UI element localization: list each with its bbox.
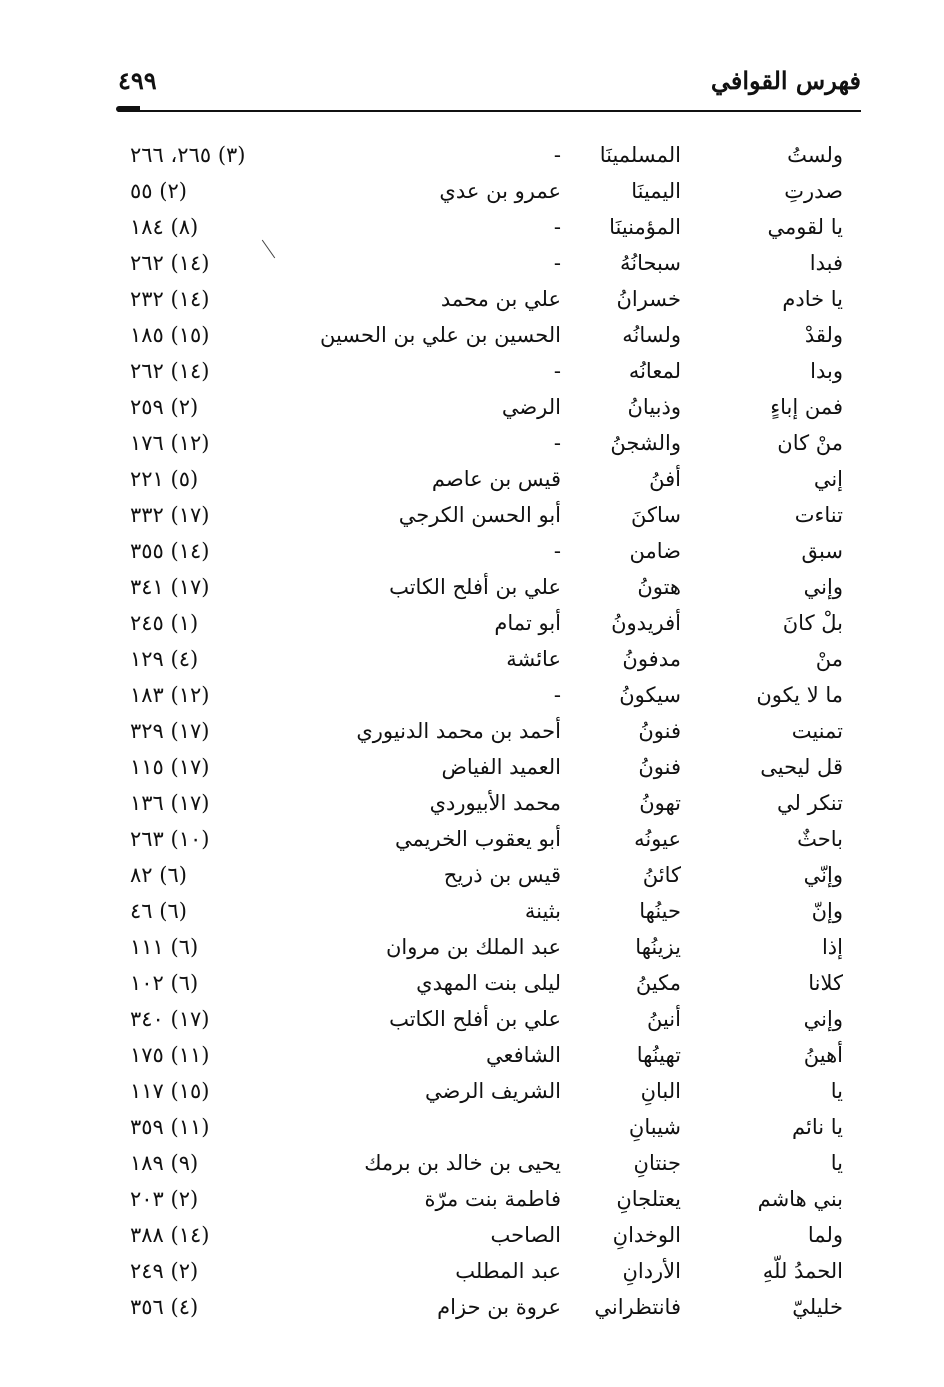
index-table (118, 137, 861, 1325)
verse-start: تنكر لي (777, 791, 843, 815)
table-row (118, 569, 861, 605)
poet-name: - (553, 431, 561, 455)
page-number: ٤٩٩ (118, 66, 157, 95)
table-row (118, 1109, 861, 1145)
poet-name: يحيى بن خالد بن برمك (364, 1151, 561, 1175)
verse-start: يا نائم (792, 1115, 843, 1139)
page-reference: (٢) ٢٥٩ (130, 395, 199, 419)
verse-start: ولما (807, 1223, 843, 1247)
rhyme-word: تهونُ (639, 791, 681, 815)
poet-name: علي بن محمد (440, 287, 561, 311)
poet-name: ليلى بنت المهدي (416, 971, 561, 995)
verse-start: خليليّ (792, 1295, 843, 1319)
page-reference: (١٥) ١١٧ (130, 1079, 210, 1103)
table-row (118, 821, 861, 857)
page-reference: (١٢) ١٨٣ (130, 683, 210, 707)
table-row (118, 173, 861, 209)
rhyme-word: فنونُ (638, 755, 681, 779)
table-row (118, 461, 861, 497)
table-row (118, 317, 861, 353)
poet-name: عبد الملك بن مروان (385, 935, 561, 959)
rhyme-word: مدفونُ (622, 647, 681, 671)
page-reference: (١٧) ١٣٦ (130, 791, 210, 815)
verse-start: يا خادم (782, 287, 843, 311)
page-reference: (٢) ٥٥ (130, 179, 187, 203)
table-row (118, 749, 861, 785)
poet-name: الرضي (501, 395, 561, 419)
table-row (118, 353, 861, 389)
verse-start: يا (830, 1151, 843, 1175)
poet-name: قيس بن ذريح (443, 863, 561, 887)
rhyme-word: المسلمينَا (599, 143, 681, 167)
table-row (118, 1181, 861, 1217)
verse-start: أهينُ (803, 1043, 843, 1067)
table-row (118, 533, 861, 569)
table-row (118, 389, 861, 425)
verse-start: صدرتِ (784, 179, 843, 203)
page-reference: (١١) ١٧٥ (130, 1043, 210, 1067)
table-row (118, 929, 861, 965)
page-reference: (١٧) ٣٤١ (130, 575, 210, 599)
poet-name: بثينة (524, 899, 561, 923)
poet-name: علي بن أفلح الكاتب (389, 1007, 561, 1031)
verse-start: ولستُ (787, 143, 843, 167)
verse-start: وبدا (810, 359, 843, 383)
page-reference: (٢) ٢٤٩ (130, 1259, 199, 1283)
poet-name: عمرو بن عدي (439, 179, 561, 203)
poet-name: - (553, 143, 561, 167)
page-reference: (١٤) ٣٨٨ (130, 1223, 210, 1247)
rhyme-word: أنينُ (646, 1007, 681, 1031)
poet-name: - (553, 359, 561, 383)
table-row (118, 209, 861, 245)
rhyme-word: ولسانُه (622, 323, 681, 347)
poet-name: - (553, 683, 561, 707)
page-reference: (١٤) ٢٦٢ (130, 251, 210, 275)
rhyme-word: حينُها (639, 899, 681, 923)
verse-start: سبق (801, 539, 843, 563)
verse-start: وإني (803, 1007, 843, 1031)
page-reference: (١١) ٣٥٩ (130, 1115, 210, 1139)
poet-name: الشريف الرضي (425, 1079, 561, 1103)
verse-start: وإنّ (811, 899, 843, 923)
verse-start: بلْ كانَ (782, 611, 843, 635)
poet-name: العميد الفياض (441, 755, 561, 779)
poet-name: الشافعي (485, 1043, 561, 1067)
verse-start: كلانا (808, 971, 843, 995)
header-rule (118, 110, 861, 112)
rhyme-word: المؤمنينَا (609, 215, 681, 239)
poet-name: أبو الحسن الكرجي (398, 503, 561, 527)
page-reference: (١٤) ٢٦٢ (130, 359, 210, 383)
poet-name: أحمد بن محمد الدنيوري (356, 719, 561, 743)
rhyme-word: كائنُ (642, 863, 681, 887)
table-row (118, 1073, 861, 1109)
rhyme-word: اليمينَا (631, 179, 681, 203)
page-title: فهرس القوافي (710, 66, 861, 95)
table-row (118, 1253, 861, 1289)
verse-start: تناءت (794, 503, 843, 527)
rhyme-word: والشجنُ (610, 431, 681, 455)
page-reference: (١٠) ٢٦٣ (130, 827, 210, 851)
rhyme-word: سبحانُهُ (620, 251, 681, 275)
table-row (118, 1037, 861, 1073)
verse-start: فبدا (809, 251, 843, 275)
verse-start: يا لقومي (767, 215, 843, 239)
poet-name: أبو يعقوب الخريمي (395, 827, 561, 851)
poet-name: الصاحب (490, 1223, 561, 1247)
rhyme-word: شيبانِ (628, 1115, 681, 1139)
poet-name: فاطمة بنت مرّة (424, 1187, 561, 1211)
poet-name: قيس بن عاصم (431, 467, 561, 491)
verse-start: وإني (803, 575, 843, 599)
poet-name: محمد الأبيوردي (429, 791, 561, 815)
verse-start: منْ كان (777, 431, 843, 455)
rhyme-word: لمعانُه (628, 359, 681, 383)
page-reference: (١٢) ١٧٦ (130, 431, 210, 455)
page-reference: (٣) ٢٦٥، ٢٦٦ (130, 143, 246, 167)
verse-start: الحمدُ للّهِ (762, 1259, 843, 1283)
table-row (118, 965, 861, 1001)
rhyme-word: سيكونُ (619, 683, 681, 707)
rhyme-word: أفنُ (649, 467, 681, 491)
table-row (118, 1217, 861, 1253)
page-reference: (١٧) ٣٢٩ (130, 719, 210, 743)
poet-name: - (553, 539, 561, 563)
poet-name: - (553, 251, 561, 275)
verse-start: إذا (821, 935, 843, 959)
rhyme-word: يعتلجانِ (616, 1187, 681, 1211)
table-row (118, 1001, 861, 1037)
verse-start: بني هاشم (757, 1187, 843, 1211)
poet-name: الحسين بن علي بن الحسين (319, 323, 561, 347)
rhyme-word: مكينُ (635, 971, 681, 995)
poet-name: علي بن أفلح الكاتب (389, 575, 561, 599)
verse-start: ولقدْ (804, 323, 843, 347)
table-row (118, 677, 861, 713)
page-reference: (٦) ٤٦ (130, 899, 187, 923)
rhyme-word: عيونُه (634, 827, 681, 851)
table-row (118, 425, 861, 461)
page-reference: (١) ٢٤٥ (130, 611, 199, 635)
table-row (118, 137, 861, 173)
rhyme-word: هتونُ (637, 575, 681, 599)
rhyme-word: جنتانِ (633, 1151, 681, 1175)
verse-start: إني (813, 467, 843, 491)
verse-start: منْ (815, 647, 843, 671)
rhyme-word: الوخدانِ (612, 1223, 681, 1247)
table-row (118, 281, 861, 317)
table-row (118, 1145, 861, 1181)
table-row (118, 785, 861, 821)
table-row (118, 857, 861, 893)
poet-name: عبد المطلب (455, 1259, 561, 1283)
page-reference: (١٧) ١١٥ (130, 755, 210, 779)
page-reference: (٢) ٢٠٣ (130, 1187, 199, 1211)
poet-name: عروة بن حزام (437, 1295, 561, 1319)
page-reference: (١٧) ٣٤٠ (130, 1007, 210, 1031)
rhyme-word: فنونُ (638, 719, 681, 743)
table-row (118, 641, 861, 677)
table-row (118, 497, 861, 533)
page-reference: (٤) ٣٥٦ (130, 1295, 199, 1319)
rhyme-word: الأردانِ (622, 1259, 681, 1283)
table-row (118, 605, 861, 641)
table-row (118, 1289, 861, 1325)
rhyme-word: يزينُها (635, 935, 681, 959)
page-reference: (١٥) ١٨٥ (130, 323, 210, 347)
page-reference: (٤) ١٢٩ (130, 647, 199, 671)
rhyme-word: ساكنَ (631, 503, 681, 527)
page-reference: (٥) ٢٢١ (130, 467, 199, 491)
rhyme-word: فانتظراني (594, 1295, 681, 1319)
rhyme-word: خسرانُ (616, 287, 681, 311)
poet-name: أبو تمام (494, 611, 561, 635)
verse-start: ما لا يكون (756, 683, 843, 707)
page-reference: (١٤) ٢٣٢ (130, 287, 210, 311)
rhyme-word: البانِ (640, 1079, 681, 1103)
page-reference: (٩) ١٨٩ (130, 1151, 199, 1175)
page-reference: (٦) ٨٢ (130, 863, 187, 887)
verse-start: وإنّي (803, 863, 843, 887)
table-row (118, 245, 861, 281)
page-header (118, 66, 861, 112)
rhyme-word: تهينُها (636, 1043, 681, 1067)
table-row (118, 713, 861, 749)
verse-start: باحثٌ (797, 827, 843, 851)
table-row (118, 893, 861, 929)
rhyme-word: وذبيانُ (627, 395, 681, 419)
verse-start: فمن إباءٍ (770, 395, 843, 419)
verse-start: قل ليحيى (760, 755, 843, 779)
rhyme-word: ضامن (629, 539, 681, 563)
rhyme-word: أفريدونُ (611, 611, 681, 635)
poet-name: - (553, 215, 561, 239)
verse-start: يا (830, 1079, 843, 1103)
page-reference: (٨) ١٨٤ (130, 215, 199, 239)
page-reference: (٦) ١٠٢ (130, 971, 199, 995)
poet-name: عائشة (506, 647, 561, 671)
page-reference: (١٤) ٣٥٥ (130, 539, 210, 563)
verse-start: تمنيت (791, 719, 843, 743)
page-reference: (١٧) ٣٣٢ (130, 503, 210, 527)
page-reference: (٦) ١١١ (130, 935, 199, 959)
